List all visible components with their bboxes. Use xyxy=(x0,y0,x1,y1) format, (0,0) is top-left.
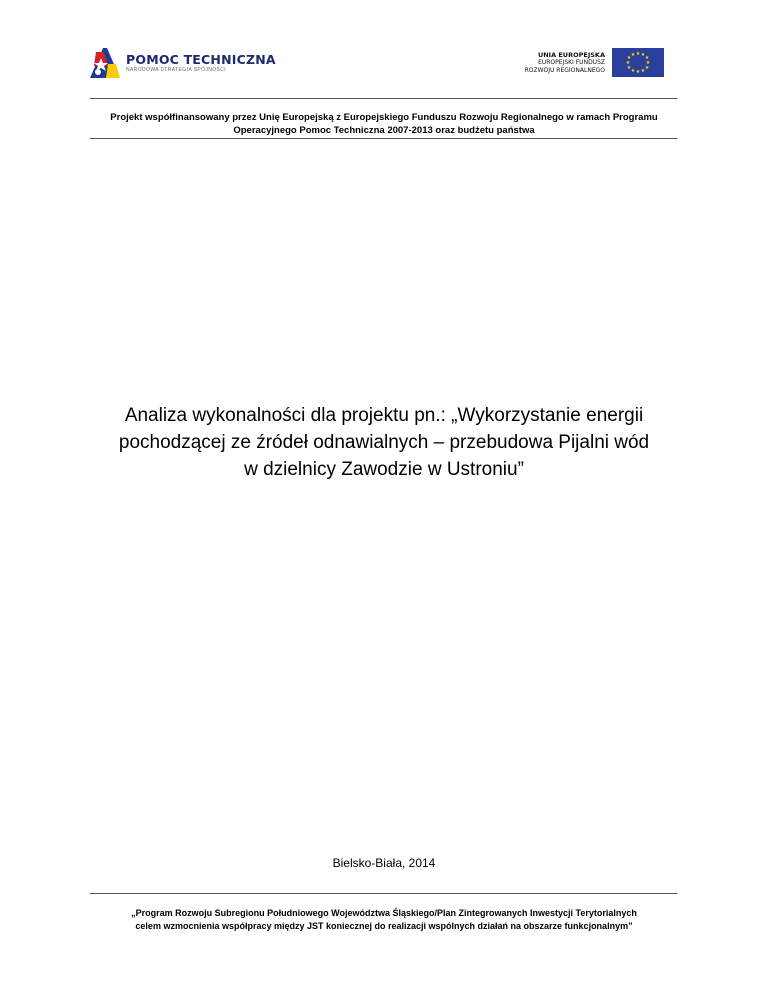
title-line-3: w dzielnicy Zawodzie w Ustroniu” xyxy=(244,459,524,480)
eu-line-1: UNIA EUROPEJSKA xyxy=(537,51,605,59)
logo-subtitle: NARODOWA STRATEGIA SPÓJNOŚCI xyxy=(126,66,227,73)
header xyxy=(90,40,678,98)
svg-text:★: ★ xyxy=(626,65,632,71)
svg-text:★: ★ xyxy=(635,69,641,75)
cofinancing-divider xyxy=(90,138,677,139)
svg-text:★: ★ xyxy=(644,55,650,61)
footer-divider xyxy=(90,893,677,894)
title-line-1: Analiza wykonalności dla projektu pn.: „Wykorzystanie energii xyxy=(124,405,644,426)
eu-line-2: EUROPEJSKI FUNDUSZ xyxy=(538,59,605,66)
place-date: Bielsko-Biała, 2014 xyxy=(332,856,436,870)
footer-line-2: celem wzmocnienia współpracy między JST koniecznej do realizacji wspólnych działań na obszarze funkcjonalnym” xyxy=(135,921,633,931)
svg-text:★: ★ xyxy=(640,68,646,74)
document-title xyxy=(70,402,698,483)
svg-text:★: ★ xyxy=(630,52,636,58)
cofinancing-line-1: Projekt współfinansowany przez Unię Europejską z Europejskiego Funduszu Rozwoju Regionalnego w ramach Programu xyxy=(110,112,658,123)
svg-text:★: ★ xyxy=(640,52,646,58)
pomoc-techniczna-logo xyxy=(90,48,276,78)
eu-line-3: ROZWOJU REGIONALNEGO xyxy=(524,66,605,74)
cofinancing-note xyxy=(60,111,708,137)
svg-text:★: ★ xyxy=(644,65,650,71)
title-line-2: pochodzącej ze źródeł odnawialnych – przebudowa Pijalni wód xyxy=(118,432,650,453)
eu-flag-icon xyxy=(612,48,664,77)
header-divider xyxy=(90,98,677,99)
footer-line-1: „Program Rozwoju Subregionu Południowego Województwa Śląskiego/Plan Zintegrowanych Inwestycji Terytorialnych xyxy=(131,908,637,918)
cofinancing-line-2: Operacyjnego Pomoc Techniczna 2007-2013 oraz budżetu państwa xyxy=(233,125,535,136)
pomoc-techniczna-star-logo-icon xyxy=(90,48,120,78)
svg-text:★: ★ xyxy=(626,55,632,61)
eu-logo xyxy=(525,48,664,77)
footer-note xyxy=(60,907,708,933)
svg-text:★: ★ xyxy=(625,60,631,66)
svg-text:★: ★ xyxy=(645,60,651,66)
logo-title: POMOC TECHNICZNA xyxy=(126,51,276,67)
svg-text:★: ★ xyxy=(630,68,636,74)
svg-text:★: ★ xyxy=(635,51,641,57)
